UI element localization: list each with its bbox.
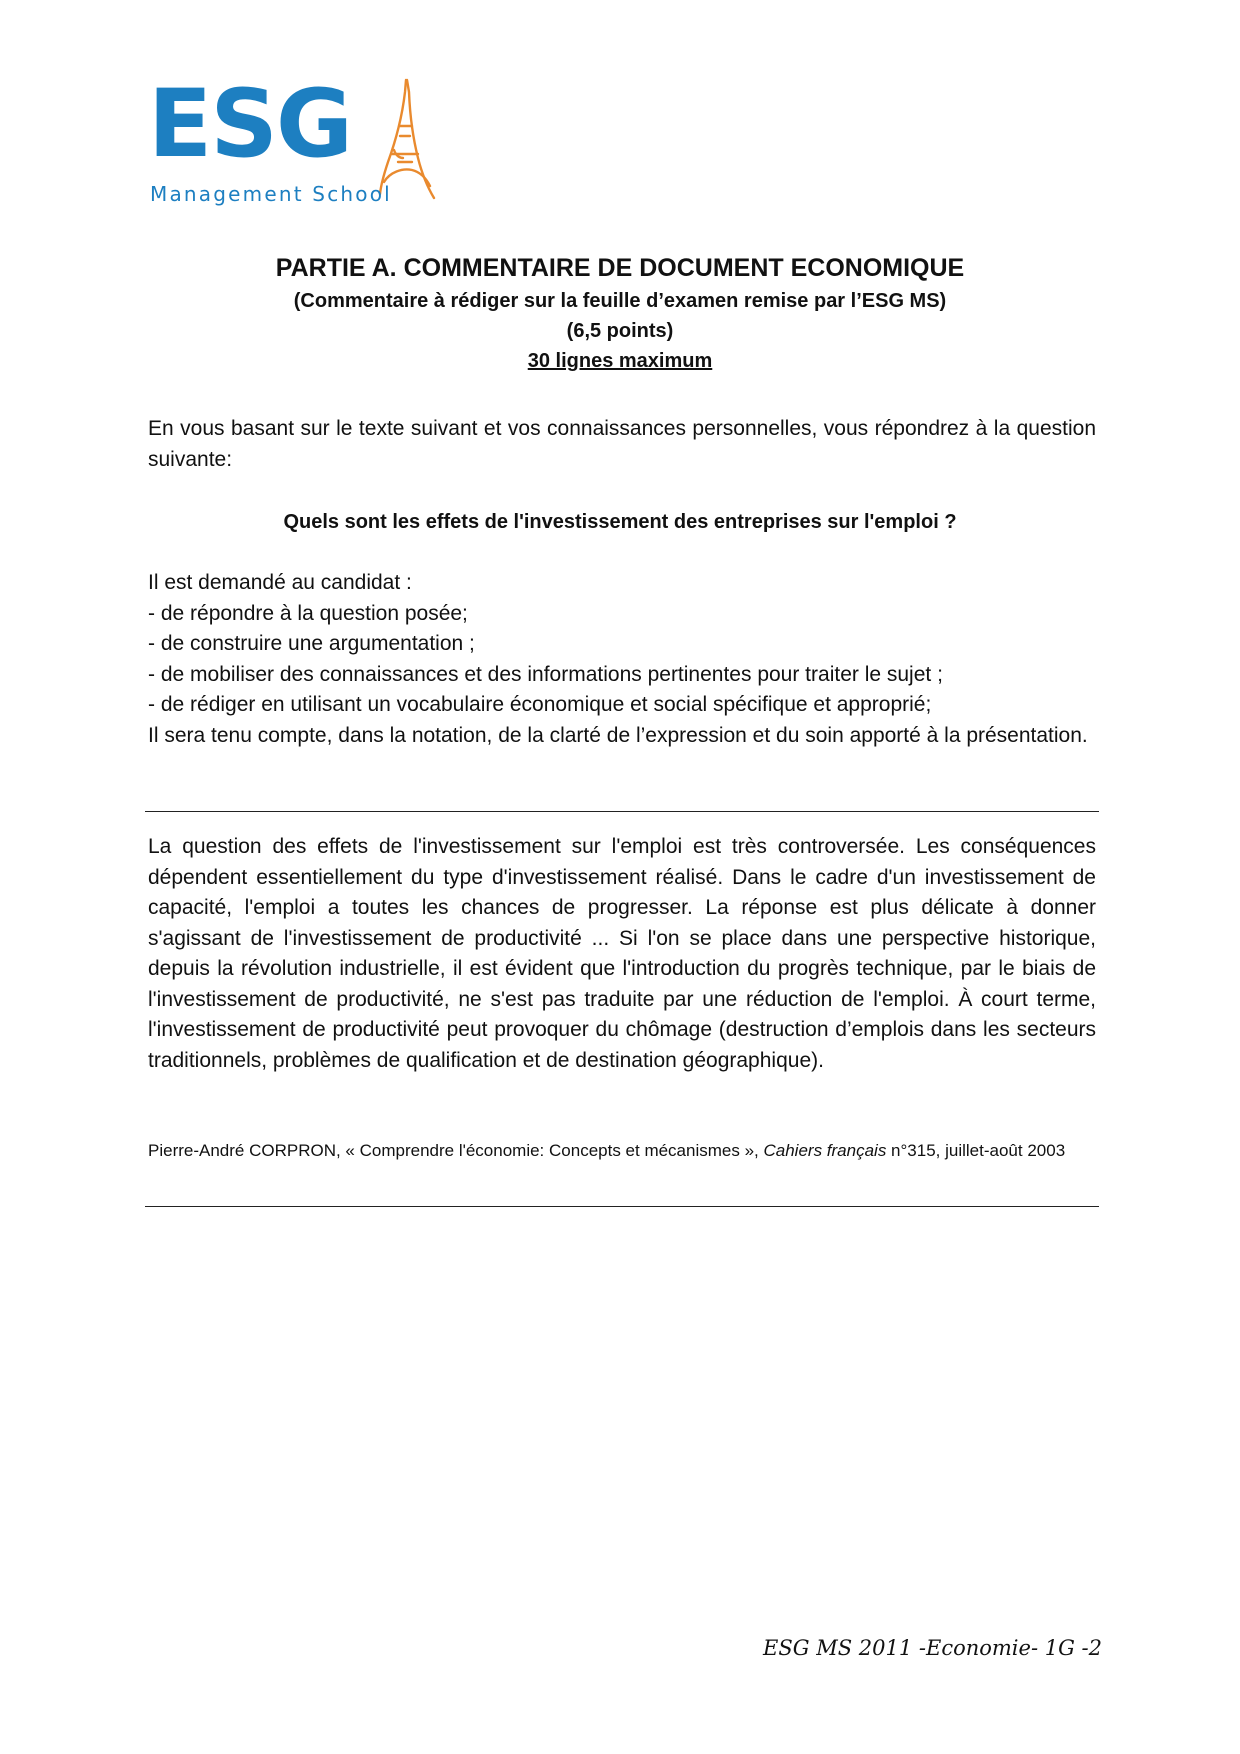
instructions-closing: Il sera tenu compte, dans la notation, de la clarté de l’expression et du soin apporté à la présentation.	[148, 723, 1088, 747]
instructions-block	[148, 568, 1096, 751]
document-source	[148, 1138, 1096, 1163]
instructions-lead: Il est demandé au candidat :	[148, 571, 412, 594]
page-title: PARTIE A. COMMENTAIRE DE DOCUMENT ECONOMIQUE	[275, 254, 965, 282]
points-label: (6,5 points)	[566, 320, 674, 342]
esg-logo	[148, 70, 438, 208]
instruction-item: - de mobiliser des connaissances et des informations pertinentes pour traiter le sujet ;	[148, 662, 943, 686]
intro-paragraph: En vous basant sur le texte suivant et vos connaissances personnelles, vous répondrez à la question suivante:	[148, 417, 1096, 471]
divider-top	[145, 811, 1099, 812]
source-prefix: Pierre-André CORPRON, « Comprendre l'économie: Concepts et mécanismes »,	[148, 1141, 764, 1160]
logo-letters: ESG	[148, 70, 352, 179]
logo-tagline: Management School	[150, 182, 392, 206]
exam-question: Quels sont les effets de l'investissement des entreprises sur l'emploi ?	[283, 511, 957, 533]
divider-bottom	[145, 1206, 1099, 1207]
max-lines-label: 30 lignes maximum	[527, 350, 713, 372]
document-text: La question des effets de l'investissement sur l'emploi est très controversée. Les conséquences dépendent essentiellement du type d'investissement réalisé. Dans le cadre d'un investissement de capacité, l'emploi a toutes les chances de progresser. La réponse est plus délicate à donner s'agissant de l'investissement de productivité ... Si l'on se place dans une perspective historique, depuis la révolution industrielle, il est évident que l'introduction du progrès technique, par le biais de l'investissement de productivité, ne s'est pas traduite par une réduction de l'emploi. À court terme, l'investissement de productivité peut provoquer du chômage (destruction d’emplois dans les secteurs traditionnels, problèmes de qualification et de destination géographique).	[148, 835, 1096, 1072]
source-suffix: n°315, juillet-août 2003	[886, 1141, 1066, 1160]
instruction-item: - de répondre à la question posée;	[148, 601, 468, 625]
source-journal: Cahiers français	[763, 1141, 887, 1160]
page-subtitle: (Commentaire à rédiger sur la feuille d’examen remise par l’ESG MS)	[293, 290, 947, 312]
instruction-item: - de construire une argumentation ;	[148, 632, 475, 655]
page-footer: ESG MS 2011 -Economie- 1G -2	[763, 1636, 1102, 1660]
instruction-item: - de rédiger en utilisant un vocabulaire économique et social spécifique et approprié;	[148, 693, 932, 716]
